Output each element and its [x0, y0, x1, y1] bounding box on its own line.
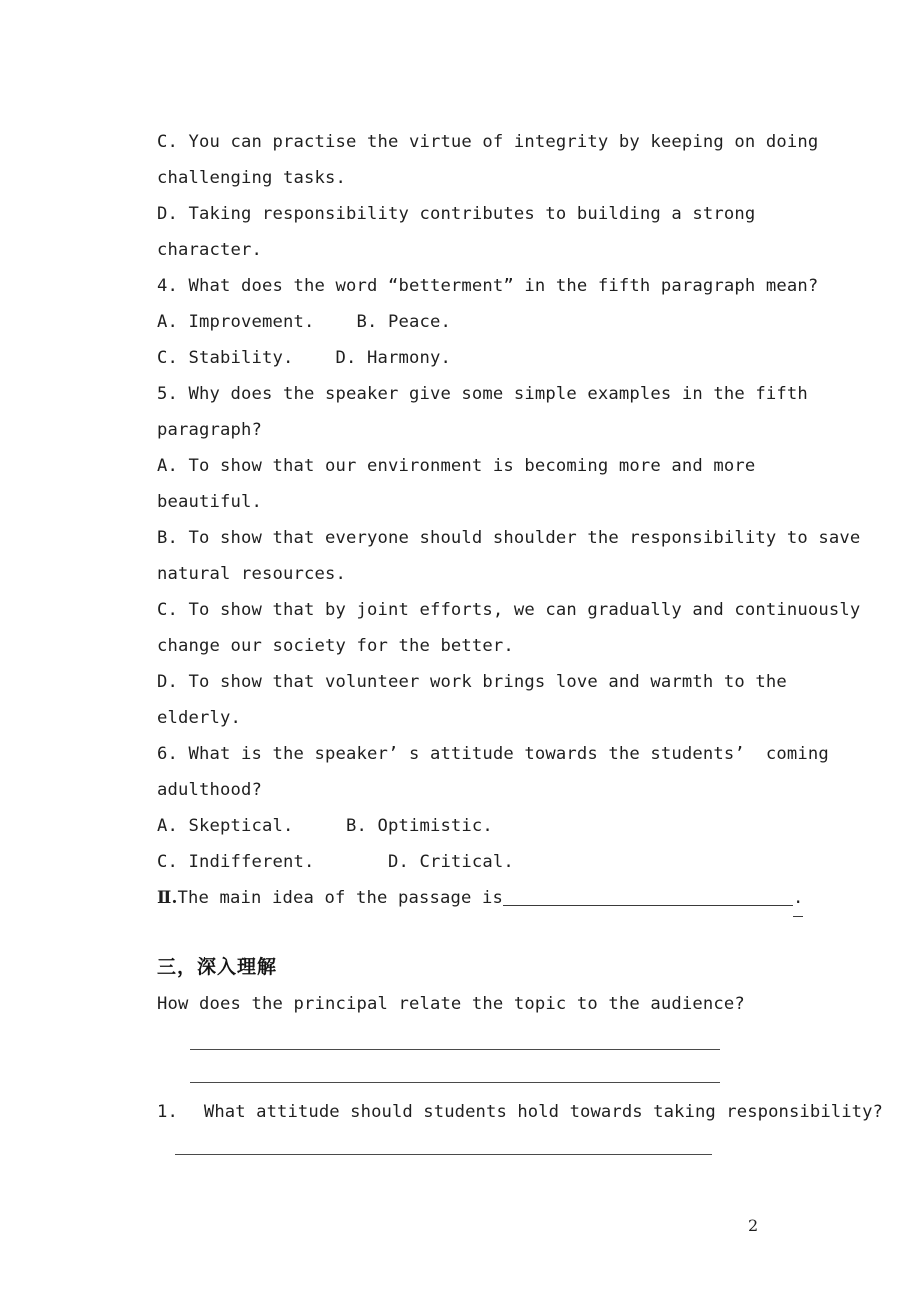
main-idea-item: [157, 880, 837, 917]
answer-option-c: C. To show that by joint efforts, we can gradually and continuously: [157, 600, 861, 620]
numbered-question-1: [157, 1101, 883, 1123]
answer-option-line-continuation: character.: [157, 240, 262, 260]
answer-option-b: B. To show that everyone should shoulder the responsibility to save: [157, 528, 861, 548]
section-heading-deep-understanding: 三，深入理解: [157, 956, 278, 978]
page-number: 2: [748, 1216, 759, 1235]
section-prompt-question: How does the principal relate the topic to the audience?: [157, 994, 745, 1014]
answer-rule-line[interactable]: [190, 1082, 720, 1083]
answer-options-cd: C. Stability. D. Harmony.: [157, 348, 451, 368]
answer-option-line-continuation: challenging tasks.: [157, 168, 346, 188]
main-idea-trailing-period: .: [793, 880, 804, 917]
answer-option-line: D. Taking responsibility contributes to building a strong: [157, 204, 756, 224]
answer-option-line: C. You can practise the virtue of integrity by keeping on doing: [157, 132, 819, 152]
numbered-question-1-number: 1.: [157, 1102, 178, 1122]
answer-option-d: D. To show that volunteer work brings love and warmth to the: [157, 672, 787, 692]
answer-options-ab: A. Improvement. B. Peace.: [157, 312, 451, 332]
answer-rule-line[interactable]: [175, 1154, 712, 1155]
answer-option-d-continuation: elderly.: [157, 708, 241, 728]
answer-options-ab: A. Skeptical. B. Optimistic.: [157, 816, 493, 836]
question-line-5: 5. Why does the speaker give some simple examples in the fifth: [157, 384, 808, 404]
answer-option-a: A. To show that our environment is becoming more and more: [157, 456, 756, 476]
answer-option-b-continuation: natural resources.: [157, 564, 346, 584]
answer-rule-line[interactable]: [190, 1049, 720, 1050]
answer-option-c-continuation: change our society for the better.: [157, 636, 514, 656]
numbered-question-1-text: What attitude should students hold towards taking responsibility?: [203, 1102, 884, 1122]
question-line-6: 6. What is the speaker’ s attitude towards the students’ coming: [157, 744, 829, 764]
question-line-4: 4. What does the word “betterment” in the fifth paragraph mean?: [157, 276, 819, 296]
answer-options-cd: C. Indifferent. D. Critical.: [157, 852, 514, 872]
question-line-6-continuation: adulthood?: [157, 780, 262, 800]
roman-numeral-two: Ⅱ.: [157, 888, 178, 908]
question-line-5-continuation: paragraph?: [157, 420, 262, 440]
main-idea-blank-field[interactable]: [503, 888, 793, 906]
question-body-block: [157, 124, 861, 917]
main-idea-prompt-text: The main idea of the passage is: [177, 888, 503, 908]
answer-option-a-continuation: beautiful.: [157, 492, 262, 512]
